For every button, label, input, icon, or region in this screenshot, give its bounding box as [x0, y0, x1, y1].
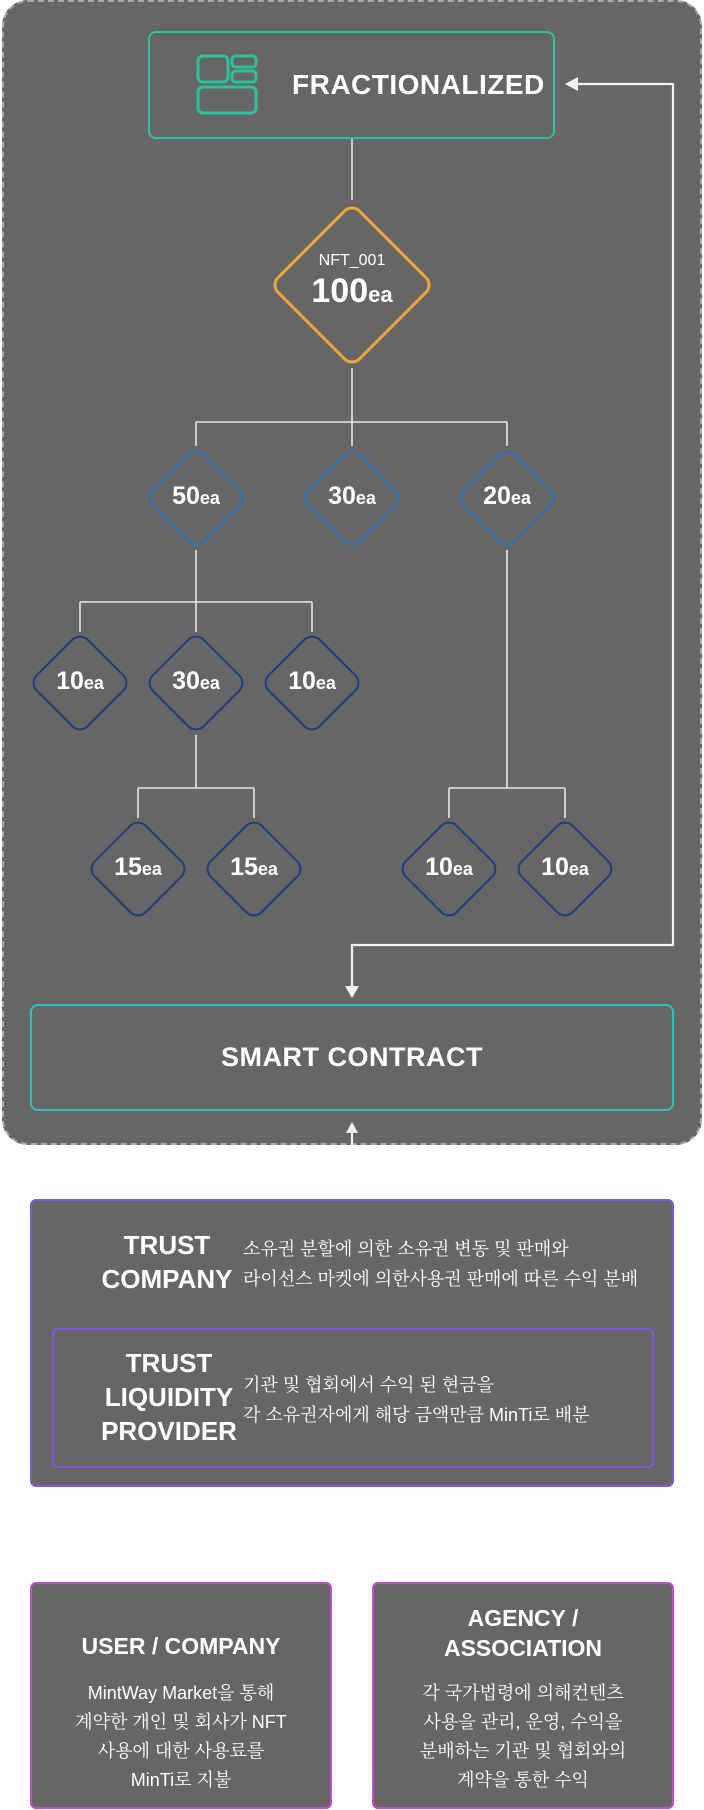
- trust-panel: [30, 1199, 674, 1487]
- line-root-level1: [196, 368, 507, 446]
- agency-desc-line: 계약을 통한 수익: [457, 1770, 589, 1790]
- fractionalized-box: [148, 31, 555, 139]
- node-unit: ea: [199, 488, 220, 508]
- agency-desc-line: 사용을 관리, 운영, 수익을: [423, 1712, 623, 1732]
- line-30-level3: [138, 735, 254, 818]
- trust-liquidity-title-line: LIQUIDITY: [104, 1382, 234, 1412]
- trust-company-desc: [243, 1234, 638, 1294]
- node-amount: 10: [541, 853, 569, 881]
- node-amount: 10: [425, 853, 453, 881]
- smart-contract-box: [30, 1004, 674, 1111]
- user-company-desc: [32, 1679, 330, 1795]
- node-unit: ea: [199, 673, 220, 693]
- trust-company-desc-line: 라이선스 마켓에 의한사용권 판매에 따른 수익 분배: [243, 1269, 639, 1289]
- agency-title-line: ASSOCIATION: [443, 1635, 603, 1661]
- user-company-desc-line: MintWay Market을 통해: [87, 1683, 275, 1703]
- trust-company-title-line: COMPANY: [101, 1264, 233, 1294]
- line-20-level3: [449, 550, 565, 818]
- root-node-unit: ea: [368, 282, 393, 307]
- node-amount: 20: [483, 482, 511, 510]
- trust-liquidity-desc-line: 각 소유권자에게 해당 금액만큼 MinTi로 배분: [243, 1405, 590, 1425]
- trust-company-title: [77, 1228, 257, 1296]
- node-30ea-label: [272, 482, 432, 511]
- node-unit: ea: [452, 859, 473, 879]
- agency-association-desc: [374, 1679, 672, 1795]
- user-company-desc-line: MinTi로 지불: [130, 1770, 232, 1790]
- line-50-level2: [80, 550, 312, 632]
- node-amount: 50: [172, 482, 200, 510]
- node-10ea-b-label: [232, 667, 392, 696]
- fraction-blocks-icon: [196, 54, 258, 116]
- node-unit: ea: [257, 859, 278, 879]
- root-node-amount: 100: [311, 272, 369, 310]
- node-15ea-b-label: [174, 853, 334, 882]
- agency-association-title: [374, 1603, 672, 1663]
- trust-liquidity-title-line: PROVIDER: [101, 1416, 237, 1446]
- trust-liquidity-title-line: TRUST: [125, 1348, 213, 1378]
- trust-liquidity-desc: [243, 1370, 590, 1430]
- node-amount: 30: [328, 482, 356, 510]
- node-unit: ea: [141, 859, 162, 879]
- root-node-label: [272, 252, 432, 311]
- agency-association-card: [372, 1582, 674, 1809]
- node-amount: 10: [288, 667, 316, 695]
- node-amount: 10: [56, 667, 84, 695]
- user-company-card: [30, 1582, 332, 1809]
- node-unit: ea: [510, 488, 531, 508]
- node-unit: ea: [83, 673, 104, 693]
- node-unit: ea: [568, 859, 589, 879]
- agency-desc-line: 각 국가법령에 의해컨텐츠: [422, 1683, 624, 1703]
- node-unit: ea: [355, 488, 376, 508]
- smart-contract-title: SMART CONTRACT: [221, 1042, 483, 1072]
- arrow-into-fractionalized: [565, 77, 578, 91]
- arrow-into-smart-contract: [345, 986, 359, 998]
- node-amount: 30: [172, 667, 200, 695]
- arrow-from-trust: [346, 1122, 358, 1133]
- node-amount: 15: [230, 853, 258, 881]
- trust-liquidity-box: [52, 1328, 654, 1468]
- user-company-title: USER / COMPANY: [81, 1633, 281, 1659]
- trust-liquidity-desc-line: 기관 및 협회에서 수익 된 현금을: [243, 1375, 495, 1395]
- trust-liquidity-title: [79, 1346, 259, 1448]
- trust-company-desc-line: 소유권 분할에 의한 소유권 변동 및 판매와: [243, 1239, 569, 1259]
- fractionalized-title: FRACTIONALIZED: [292, 69, 545, 100]
- node-amount: 15: [114, 853, 142, 881]
- user-company-desc-line: 계약한 개인 및 회사가 NFT: [75, 1712, 287, 1732]
- node-50ea-label: [116, 482, 276, 511]
- agency-title-line: AGENCY /: [467, 1605, 579, 1631]
- node-unit: ea: [315, 673, 336, 693]
- node-20ea-label: [427, 482, 587, 511]
- user-company-desc-line: 사용에 대한 사용료를: [97, 1741, 265, 1761]
- trust-company-title-line: TRUST: [123, 1230, 211, 1260]
- node-10ea-d-label: [485, 853, 645, 882]
- root-node-id: NFT_001: [318, 252, 386, 269]
- agency-desc-line: 분배하는 기관 및 협회와의: [419, 1741, 627, 1761]
